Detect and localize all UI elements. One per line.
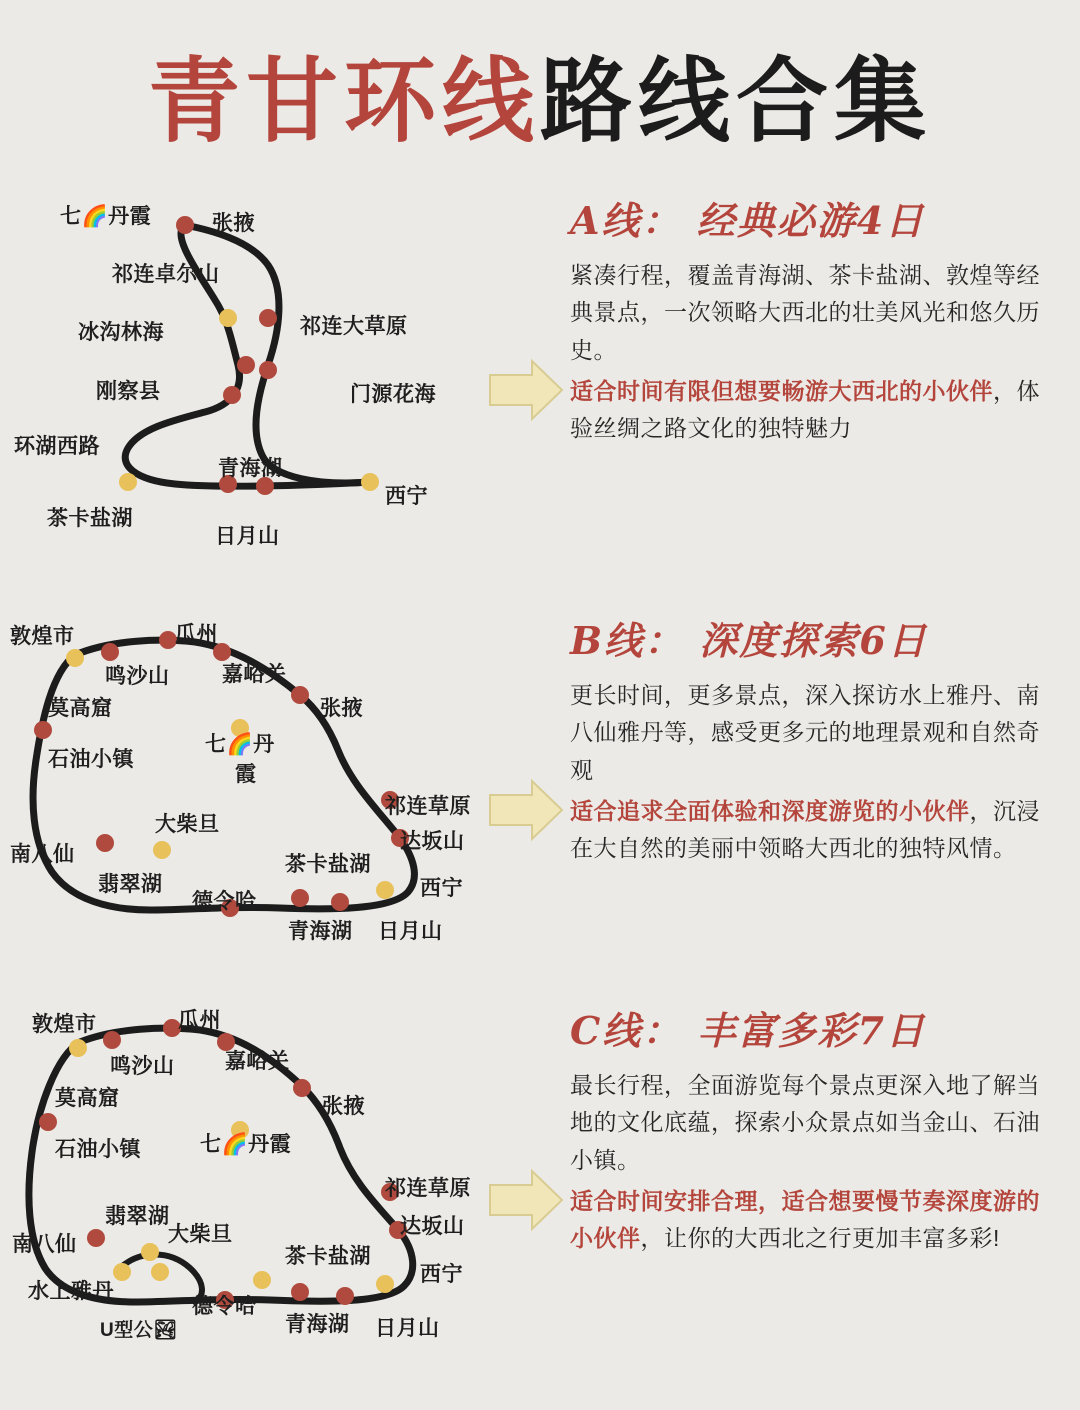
map-label: 日月山 — [378, 920, 443, 943]
map-label: 石油小镇 — [48, 748, 134, 771]
map-label: 敦煌市 — [10, 625, 75, 648]
map-label: 鸣沙山 — [105, 665, 170, 688]
map-label: 德令哈 — [192, 1295, 257, 1318]
route-text-a — [570, 190, 1060, 590]
route-map-b — [0, 610, 500, 1010]
map-label: 西宁 — [385, 485, 428, 508]
map-label: 青海湖 — [285, 1313, 350, 1336]
map-label: 茶卡盐湖 — [285, 1245, 371, 1268]
arrow-icon-b — [486, 775, 566, 845]
map-label: 大柴旦 — [155, 813, 220, 836]
map-label: 青海湖 — [288, 920, 353, 943]
map-label: 瓜州 — [178, 1009, 221, 1032]
map-label: 张掖 — [212, 212, 255, 235]
map-label: 门源花海 — [350, 383, 436, 406]
page-title-red: 青甘环线 — [147, 47, 540, 155]
route-note-highlight-a: 适合时间有限但想要畅游大西北的小伙伴 — [570, 377, 993, 404]
route-note-rest-c: ，让你的大西北之行更加丰富多彩! — [640, 1225, 1000, 1251]
map-label: 达坂山 — [400, 830, 465, 853]
map-label: 达坂山 — [400, 1215, 465, 1238]
map-label: 青海湖 — [218, 457, 283, 480]
arrow-icon-a — [486, 355, 566, 425]
map-label: 祁连草原 — [385, 1177, 471, 1200]
map-label: 西宁 — [420, 877, 463, 900]
route-heading-a: A线： 经典必游4日 — [570, 198, 926, 243]
map-label: 大柴旦 — [168, 1223, 233, 1246]
route-section-b — [0, 610, 1080, 1010]
map-label: 西宁 — [420, 1263, 463, 1286]
route-note-highlight-b: 适合追求全面体验和深度游览的小伙伴 — [570, 797, 970, 824]
map-label: 七🌈丹霞 — [60, 205, 152, 228]
map-label: 南八仙 — [10, 843, 75, 866]
map-label: 鸣沙山 — [110, 1055, 175, 1078]
route-heading-b: B线： 深度探索6日 — [570, 618, 928, 663]
map-label: 日月山 — [215, 525, 280, 548]
map-label: 茶卡盐湖 — [47, 507, 133, 530]
route-map-a — [0, 190, 500, 590]
route-map-c — [0, 1000, 500, 1400]
map-label: 茶卡盐湖 — [285, 853, 371, 876]
map-label: 祁连大草原 — [300, 315, 408, 338]
map-label: 刚察县 — [96, 380, 161, 403]
map-label: 七🌈丹 — [205, 733, 275, 756]
route-heading-c: C线： 丰富多彩7日 — [570, 1008, 926, 1053]
map-label: 嘉峪关 — [225, 1050, 290, 1073]
map-label: 敦煌市 — [32, 1013, 97, 1036]
map-label: U型公🏞 — [100, 1320, 178, 1341]
map-label: 南八仙 — [12, 1233, 77, 1256]
route-text-c — [570, 1000, 1060, 1400]
map-label: 翡翠湖 — [105, 1205, 170, 1228]
map-label: 日月山 — [375, 1317, 440, 1340]
route-note-c — [570, 1183, 1060, 1258]
map-label: 七🌈丹霞 — [200, 1133, 292, 1156]
map-label: 水上雅丹 — [28, 1280, 114, 1303]
route-note-rest-a: ，体验丝绸之路文化的独特魅力 — [570, 377, 1040, 441]
map-label: 翡翠湖 — [98, 873, 163, 896]
map-label: 石油小镇 — [55, 1138, 141, 1161]
map-label: 嘉峪关 — [222, 663, 287, 686]
map-label: 环湖西路 — [14, 435, 100, 458]
route-desc-a: 紧凑行程，覆盖青海湖、茶卡盐湖、敦煌等经典景点，一次领略大西北的壮美风光和悠久历史。 — [570, 262, 1040, 363]
map-label: 祁连草原 — [385, 795, 471, 818]
map-label: 霞 — [235, 763, 257, 786]
map-label: 张掖 — [322, 1095, 365, 1118]
route-section-a — [0, 190, 1080, 590]
route-note-highlight-c: 适合时间安排合理，适合想要慢节奏深度游的小伙伴 — [570, 1187, 1040, 1251]
arrow-icon-c — [486, 1165, 566, 1235]
page-title-black: 路线合集 — [540, 47, 933, 155]
route-note-a — [570, 373, 1060, 448]
map-label: 瓜州 — [175, 623, 218, 646]
route-desc-c: 最长行程，全面游览每个景点更深入地了解当地的文化底蕴，探索小众景点如当金山、石油小镇。 — [570, 1072, 1040, 1173]
route-text-b — [570, 610, 1060, 1010]
map-label: 莫高窟 — [48, 697, 113, 720]
route-section-c — [0, 1000, 1080, 1400]
route-note-rest-b: ，沉浸在大自然的美丽中领略大西北的独特风情。 — [570, 797, 1040, 861]
map-label: 祁连卓尔山 — [112, 263, 220, 286]
map-label: 张掖 — [320, 697, 363, 720]
route-desc-b: 更长时间，更多景点，深入探访水上雅丹、南八仙雅丹等，感受更多元的地理景观和自然奇观 — [570, 682, 1040, 783]
route-note-b — [570, 793, 1060, 868]
map-label: 莫高窟 — [55, 1087, 120, 1110]
page-title — [0, 28, 1080, 160]
map-label: 德令哈 — [192, 890, 257, 913]
map-label: 冰沟林海 — [78, 321, 164, 344]
